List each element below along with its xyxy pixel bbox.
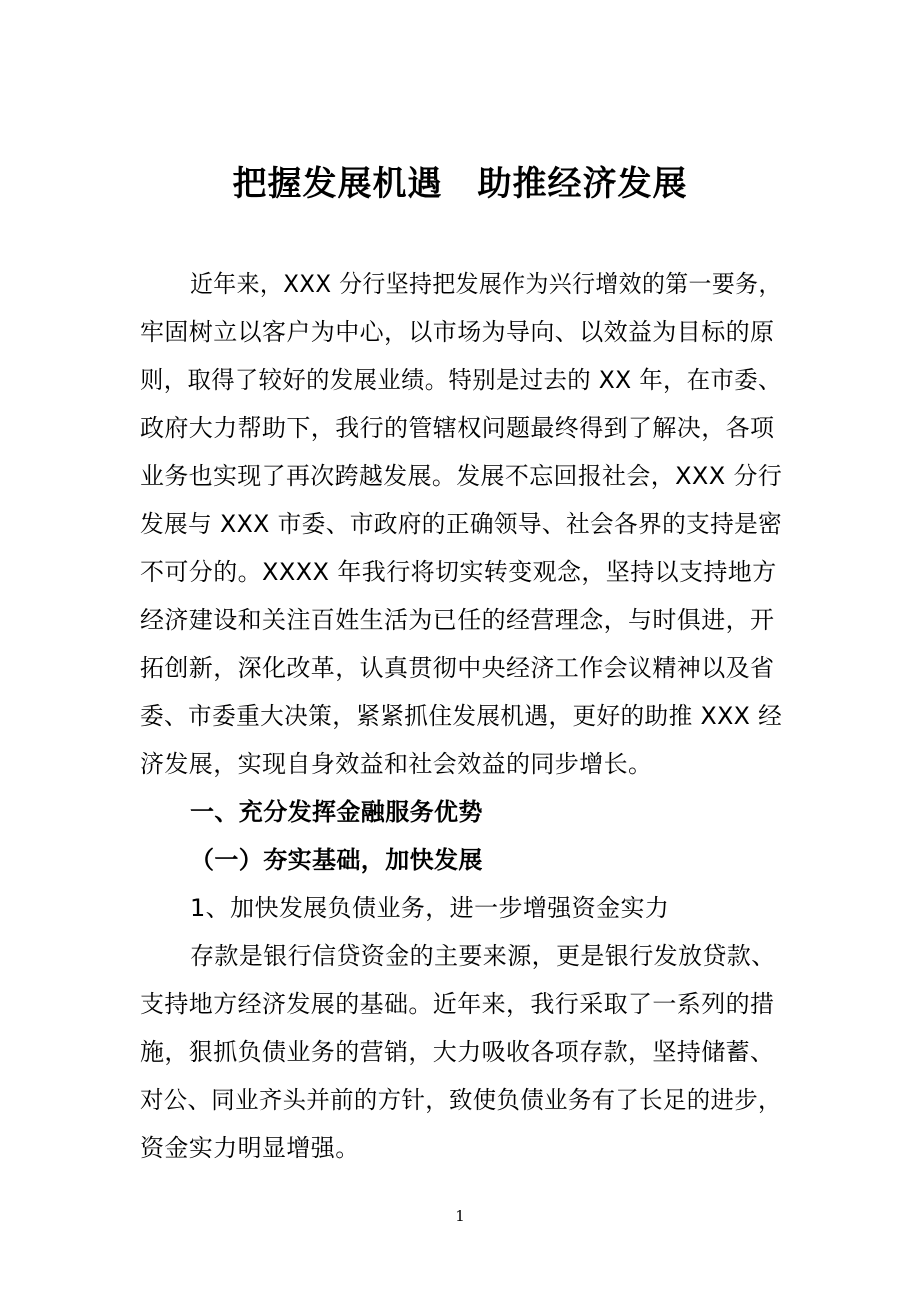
- paragraph-line: 济发展，实现自身效益和社会效益的同步增长。: [140, 750, 653, 778]
- document-title: 把握发展机遇 助推经济发展: [232, 164, 688, 204]
- paragraph-line: 支持地方经济发展的基础。近年来，我行采取了一系列的措: [140, 990, 775, 1018]
- paragraph-line: 经济建设和关注百姓生活为已任的经营理念，与时俱进，开: [140, 606, 775, 634]
- paragraph-line: 对公、同业齐头并前的方针，致使负债业务有了长足的进步，: [140, 1086, 782, 1114]
- paragraph-line: 委、市委重大决策，紧紧抓住发展机遇，更好的助推 XXX 经: [140, 702, 783, 730]
- paragraph-line: 近年来，XXX 分行坚持把发展作为兴行增效的第一要务，: [190, 270, 782, 298]
- paragraph-line: 存款是银行信贷资金的主要来源，更是银行发放贷款、: [190, 942, 776, 970]
- page-number: 1: [455, 1207, 465, 1225]
- item-heading: 1、加快发展负债业务，进一步增强资金实力: [190, 894, 670, 922]
- paragraph-line: 资金实力明显增强。: [140, 1134, 360, 1162]
- subsection-heading: （一）夯实基础，加快发展: [190, 846, 483, 874]
- paragraph-line: 牢固树立以客户为中心，以市场为导向、以效益为目标的原: [140, 318, 775, 346]
- paragraph-line: 施，狠抓负债业务的营销，大力吸收各项存款，坚持储蓄、: [140, 1038, 775, 1066]
- paragraph-line: 拓创新，深化改革，认真贯彻中央经济工作会议精神以及省: [140, 654, 775, 682]
- paragraph-line: 发展与 XXX 市委、市政府的正确领导、社会各界的支持是密: [140, 510, 783, 538]
- paragraph-line: 不可分的。XXXX 年我行将切实转变观念，坚持以支持地方: [140, 558, 777, 586]
- paragraph-line: 政府大力帮助下，我行的管辖权问题最终得到了解决，各项: [140, 414, 775, 442]
- paragraph-line: 则，取得了较好的发展业绩。特别是过去的 XX 年，在市委、: [140, 366, 782, 394]
- paragraph-line: 业务也实现了再次跨越发展。发展不忘回报社会，XXX 分行: [140, 462, 783, 490]
- section-heading: 一、充分发挥金融服务优势: [190, 798, 483, 826]
